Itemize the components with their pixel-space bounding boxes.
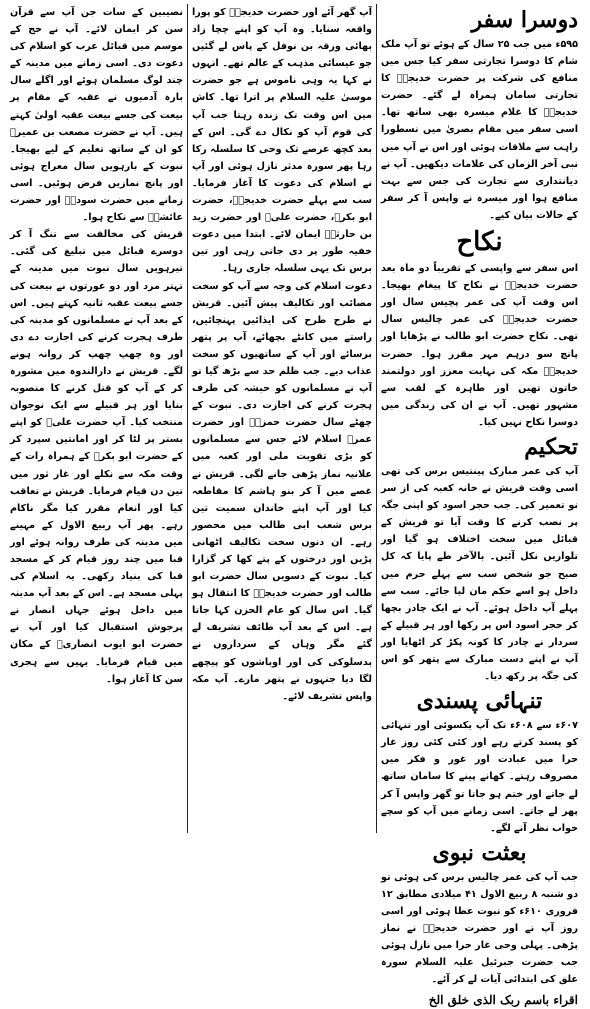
heading-solitude: تنہائی پسندی bbox=[416, 688, 543, 715]
paragraph-middle-2: دعوت اسلام کی وجہ سے آپ کو سخت مصائب اور تکالیف پیش آئیں۔ قریش نے طرح طرح کی ایذائیں پہنچائیں، راستے میں کانٹے بچھائے، آپ پر پتھر برسائے اور آپ کے ساتھیوں کو سخت عذاب دیے۔ جب ظلم حد سے بڑھ گیا تو آپ نے مسلمانوں کو حبشہ کی طرف ہجرت کرنے کی اجازت دی۔ نبوت کے چھٹے سال حضرت حمزہؓ اور حضرت عمرؓ اسلام لائے جس سے مسلمانوں کو بڑی تقویت ملی اور کعبہ میں علانیہ نماز پڑھی جانے لگی۔ قریش نے غصے میں آ کر بنو ہاشم کا مقاطعہ کیا اور آپ اپنے خاندان سمیت تین برس شعب ابی طالب میں محصور رہے۔ ان دنوں سخت تکالیف اٹھانی پڑیں اور درختوں کے پتے کھا کر گزارا کیا۔ نبوت کے دسویں سال حضرت ابو طالب اور حضرت خدیجہؓ کا انتقال ہو گیا۔ اس سال کو عام الحزن کہا جاتا ہے۔ اس کے بعد آپ طائف تشریف لے گئے مگر وہاں کے سرداروں نے بدسلوکی کی اور اوباشوں کو پیچھے لگا دیا جنہوں نے پتھر مارے۔ آپ مکہ واپس تشریف لائے۔ bbox=[192, 280, 372, 702]
heading-arbitration: تحکیم bbox=[524, 433, 578, 460]
paragraph-left-1: نصیبین کے سات جن آپ سے قرآن سن کر ایمان لائے۔ آپ نے حج کے موسم میں قبائل عرب کو اسلام کی دعوت دی۔ اسی زمانے میں مدینہ کے چند لوگ مسلمان ہوئے اور اگلے سال بارہ آدمیوں نے عقبہ کے مقام پر بیعت کی جسے بیعت عقبہ اولیٰ کہتے ہیں۔ آپ نے حضرت مصعب بن عمیرؓ کو ان کے ساتھ تعلیم کے لیے بھیجا۔ نبوت کے بارہویں سال معراج ہوئی اور پانچ نمازیں فرض ہوئیں۔ اسی زمانے میں حضرت سودہؓ اور حضرت عائشہؓ سے نکاح ہوا۔ bbox=[10, 7, 183, 224]
middle-column bbox=[187, 4, 377, 833]
left-column bbox=[6, 4, 187, 833]
right-column bbox=[377, 4, 582, 1007]
text-columns bbox=[6, 4, 582, 1007]
heading-prophethood: بعثت نبوی bbox=[432, 839, 527, 866]
heading-second-journey: دوسرا سفر bbox=[471, 7, 578, 33]
heading-nikah: نکاح bbox=[456, 227, 503, 258]
paragraph-left-2: قریش کی مخالفت سے تنگ آ کر دوسرے قبائل میں تبلیغ کی گئی۔ تیرہویں سال نبوت میں مدینہ کے تہتر مرد اور دو عورتوں نے بیعت کی جسے بیعت عقبہ ثانیہ کہتے ہیں۔ اس کے بعد آپ نے مسلمانوں کو مدینہ کی طرف ہجرت کرنے کی اجازت دے دی اور وہ چھپ چھپ کر روانہ ہونے لگے۔ قریش نے دارالندوہ میں مشورہ کر کے آپ کو قتل کرنے کا منصوبہ بنایا اور ہر قبیلے سے ایک نوجوان منتخب کیا۔ آپ حضرت علیؓ کو اپنے بستر پر لٹا کر اور امانتیں سپرد کر کے حضرت ابو بکرؓ کے ہمراہ رات کے وقت مکہ سے نکلے اور غار ثور میں تین دن قیام فرمایا۔ قریش نے تعاقب کیا اور انعام مقرر کیا مگر ناکام رہے۔ پھر آپ ربیع الاول کے مہینے میں مدینہ کی طرف روانہ ہوئے اور قبا میں چند روز قیام کر کے مسجد قبا کی بنیاد رکھی۔ یہ اسلام کی پہلی مسجد ہے۔ اس کے بعد آپ مدینہ میں داخل ہوئے جہاں انصار نے پرجوش استقبال کیا اور آپ نے حضرت ابو ایوب انصاریؓ کے مکان میں قیام فرمایا۔ یہیں سے ہجری سن کا آغاز ہوا۔ bbox=[10, 229, 183, 685]
paragraph-middle-1: آپ گھر آئے اور حضرت خدیجہؓ کو پورا واقعہ سنایا۔ وہ آپ کو اپنے چچا زاد بھائی ورقہ بن نوفل کے پاس لے گئیں جو عیسائی مذہب کے عالم تھے۔ انہوں نے کہا یہ وہی ناموس ہے جو حضرت موسیٰ علیہ السلام پر اترا تھا۔ کاش میں اس وقت تک زندہ رہتا جب آپ کی قوم آپ کو نکال دے گی۔ اس کے بعد کچھ عرصے تک وحی کا سلسلہ رکا رہا پھر سورہ مدثر نازل ہوئی اور آپ نے اسلام کی دعوت کا آغاز فرمایا۔ سب سے پہلے حضرت خدیجہؓ، حضرت ابو بکرؓ، حضرت علیؓ اور حضرت زید بن حارثہؓ ایمان لائے۔ ابتدا میں دعوت خفیہ طور پر دی جاتی رہی اور تین برس تک یہی سلسلہ جاری رہا۔ bbox=[192, 7, 372, 275]
paragraph-prophethood: جب آپ کی عمر چالیس برس کی ہوئی تو دو شنبہ ۸ ربیع الاول ۴۱ میلادی مطابق ۱۲ فروری ۶۱۰ء کو نبوت عطا ہوئی اور اسی روز آپ نے اور حضرت خدیجہؓ نے نماز پڑھی۔ پہلی وحی غار حرا میں نازل ہوئی جب حضرت جبرئیل علیہ السلام سورہ علق کی ابتدائی آیات لے کر آئے۔ bbox=[381, 871, 578, 986]
paragraph-second-journey: ۵۹۵ء میں جب ۲۵ سال کے ہوئے تو آپ ملک شام کا دوسرا تجارتی سفر کیا جس میں منافع کی شرکت پر حضرت خدیجہؓ کا تجارتی سامان ہمراہ لے گئے۔ حضرت خدیجہؓ کا غلام میسرہ بھی ساتھ تھا۔ اسی سفر میں مقام بصریٰ میں نسطورا راہب سے ملاقات ہوئی اور اس نے آپ میں نبی آخر الزماں کی علامات دیکھیں۔ آپ نے دیانتداری سے تجارت کی جس سے بہت منافع ہوا اور میسرہ نے واپس آ کر سفر کے حالات بیان کیے۔ bbox=[381, 39, 579, 221]
paragraph-nikah: اس سفر سے واپسی کے تقریباً دو ماہ بعد حضرت خدیجہؓ نے نکاح کا پیغام بھیجا۔ اس وقت آپ کی عمر پچیس سال اور حضرت خدیجہؓ کی عمر چالیس سال تھی۔ نکاح حضرت ابو طالب نے پڑھایا اور پانچ سو درہم مہر مقرر ہوا۔ حضرت خدیجہؓ مکہ کی نہایت معزز اور دولتمند خاتون تھیں اور طاہرہ کے لقب سے مشہور تھیں۔ آپ نے ان کی زندگی میں دوسرا نکاح نہیں کیا۔ bbox=[381, 263, 578, 428]
closing-verse: اقراء باسم ربک الذی خلق الخ bbox=[428, 992, 578, 1007]
paragraph-arbitration: آپ کی عمر مبارک پینتیس برس کی تھی اسی وقت قریش نے خانہ کعبہ کی از سر نو تعمیر کی۔ جب حجر اسود کو اپنی جگہ پر نصب کرنے کا وقت آیا تو قریش کے قبائل میں سخت اختلاف ہو گیا اور تلواریں نکل آئیں۔ بالآخر طے پایا کہ کل صبح جو شخص سب سے پہلے حرم میں داخل ہو اسے حکم مان لیا جائے۔ سب سے پہلے آپ داخل ہوئے۔ آپ نے ایک چادر بچھا کر حجر اسود اس پر رکھا اور ہر قبیلے کے سردار نے چادر کا کونہ پکڑ کر اٹھایا اور آپ نے اپنے دست مبارک سے پتھر کو اس کی جگہ پر رکھ دیا۔ bbox=[381, 465, 578, 683]
paragraph-solitude: ۶۰۷ء سے ۶۰۸ء تک آپ یکسوئی اور تنہائی کو پسند کرتے رہے اور کئی کئی روز غار حرا میں عبادت اور غور و فکر میں مصروف رہتے۔ کھانے پینے کا سامان ساتھ لے جاتے اور ختم ہو جاتا تو گھر واپس آ کر پھر لے جاتے۔ اسی زمانے میں آپ کو سچے خواب نظر آنے لگے۔ bbox=[381, 720, 578, 834]
